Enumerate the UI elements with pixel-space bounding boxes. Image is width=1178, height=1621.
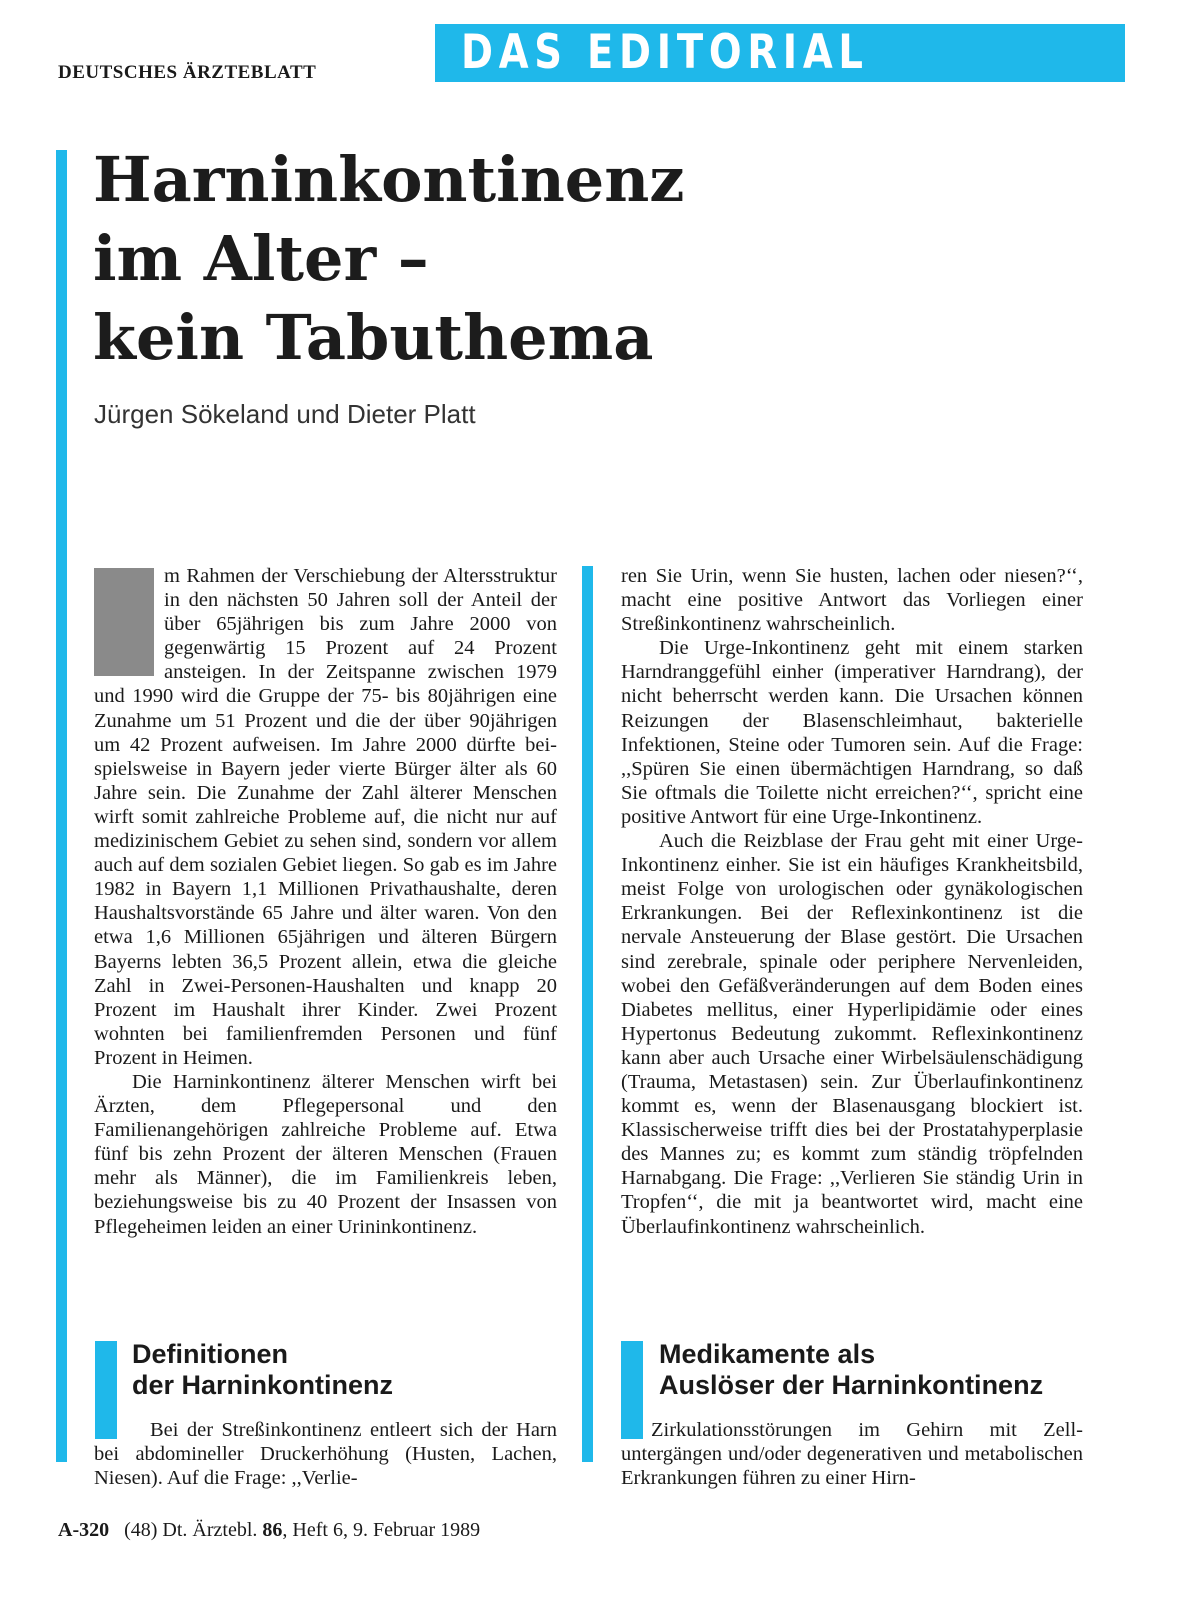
subheading-definitions <box>132 1339 393 1401</box>
title-accent-bar <box>56 150 67 1462</box>
subheading-line: der Harninkontinenz <box>132 1370 394 1400</box>
title-line-1: Harninkontinenz <box>93 143 685 216</box>
text-column-right-bottom <box>621 1418 1083 1490</box>
text-column-left <box>94 564 557 1239</box>
page-number: A-320 <box>58 1519 110 1541</box>
paragraph: Die Harninkontinenz älterer Menschen wirft bei Ärzten, dem Pflegepersonal und den Familienangehörigen zahlreiche Probleme auf. Etwa fünf bis zehn Prozent der älteren Menschen (Frauen mehr als Männer), die im Familienkreis leben, beziehungsweise bis zu 40 Prozent der Insassen von Pflegeheimen leiden an einer Urininkontinenz. <box>94 1070 557 1238</box>
paragraph: Bei der Streßinkontinenz entleert sich der Harn bei abdomineller Druckerhöhung (Husten, Lachen, Niesen). Auf die Frage: ,,Verlie- <box>94 1419 557 1490</box>
paragraph: m Rahmen der Verschiebung der Altersstruktur in den nächsten 50 Jahren soll der Anteil der über 65jährigen bis zum Jahre 2000 von gegenwärtig 15 Prozent auf 24 Prozent ansteigen. In der Zeitspanne zwischen 1979 und 1990 wird die Gruppe der 75- bis 80jährigen eine Zunahme um 51 Prozent und die der über 90jährigen um 42 Prozent aufweisen. Im Jahre 2000 dürfte beispielsweise in Bayern jeder vierte Bürger älter als 60 Jahre sein. Die Zunahme der Zahl älterer Menschen wirft somit zahlreiche Probleme auf, die nicht nur auf medizinischem Gebiet zu sehen sind, sondern vor allem auch auf dem sozialen Gebiet liegen. So gab es im Jahre 1982 in Bayern 1,1 Millionen Privathaushalte, deren Haushaltsvorstände 65 Jahre und älter waren. Von den etwa 1,6 Millionen 65jährigen und älteren Bürgern Bayerns lebten 36,5 Prozent allein, etwa die gleiche Zahl in Zwei-Personen-Haushalten und knapp 20 Prozent im Haushalt ihrer Kinder. Zwei Prozent wohnten bei familienfremden Personen und fünf Prozent in Heimen. <box>94 565 557 1069</box>
text-column-right <box>621 564 1083 1239</box>
subheading-line: Auslöser der Harninkontinenz <box>659 1370 1044 1400</box>
issue-date: , Heft 6, 9. Februar 1989 <box>282 1519 481 1541</box>
volume-number: 86 <box>262 1519 283 1541</box>
title-line-3: kein Tabuthema <box>93 301 654 374</box>
page-footer <box>58 1519 480 1542</box>
article-title <box>93 140 873 377</box>
paragraph: Die Urge-Inkontinenz geht mit einem starken Harndranggefühl einher (imperativer Harndrang), der nicht beherrscht werden kann. Die Ursachen können Reizungen der Blasenschleimhaut, bakterielle Infektionen, Steine oder Tumoren sein. Auf die Frage: ,,Spüren Sie einen übermächtigen Harndrang, so daß Sie oftmals die Toilette nicht erreichen?‘‘, spricht eine positive Antwort für eine Urge-Inkontinenz. <box>621 637 1083 828</box>
dropcap-letter <box>102 568 146 676</box>
text-column-left-bottom <box>94 1418 557 1490</box>
dropcap <box>94 568 154 676</box>
column-divider-bar <box>582 566 593 1462</box>
subheading-line: Definitionen <box>132 1339 288 1369</box>
paragraph: Zirkulationsstörungen im Gehirn mit Zelluntergängen und/oder degenerativen und metabolischen Erkrankungen führen zu einer Hirn- <box>621 1419 1083 1490</box>
title-line-2: im Alter – <box>93 222 429 295</box>
subheading-line: Medikamente als <box>659 1339 876 1369</box>
issue-info: (48) Dt. Ärztebl. <box>124 1519 258 1541</box>
journal-name: DEUTSCHES ÄRZTEBLATT <box>58 62 317 83</box>
subheading-medications <box>659 1339 1043 1401</box>
section-banner-label: DAS EDITORIAL <box>461 25 869 80</box>
paragraph: ren Sie Urin, wenn Sie husten, lachen oder niesen?‘‘, macht eine positive Antwort das Vorliegen einer Streßinkontinenz wahrscheinlich. <box>621 565 1083 636</box>
section-banner <box>435 24 1125 82</box>
article-authors: Jürgen Sökeland und Dieter Platt <box>94 399 476 429</box>
paragraph: Auch die Reizblase der Frau geht mit einer Urge-Inkontinenz einher. Sie ist ein häufiges Krankheitsbild, meist Folge von urologischen oder gynäkologischen Erkrankungen. Bei der Reflexinkontinenz ist die nervale Ansteuerung der Blase gestört. Die Ursachen sind zerebrale, spinale oder periphere Nervenleiden, wobei den Gefäßveränderungen auf dem Boden eines Diabetes mellitus, einer Hyperlipidämie oder eines Hypertonus Bedeutung zukommt. Reflexinkontinenz kann aber auch Ursache einer Wirbelsäulenschädigung (Trauma, Metastasen) sein. Zur Überlaufinkontinenz kommt es, wenn der Blasenausgang blockiert ist. Klassischerweise trifft dies bei der Prostatahyperplasie des Mannes zu; es kommt zum ständig tröpfelnden Harnabgang. Die Frage: ,,Verlieren Sie ständig Urin in Tropfen‘‘, die mit ja beantwortet wird, macht eine Überlaufinkontinenz wahrscheinlich. <box>621 830 1083 1238</box>
